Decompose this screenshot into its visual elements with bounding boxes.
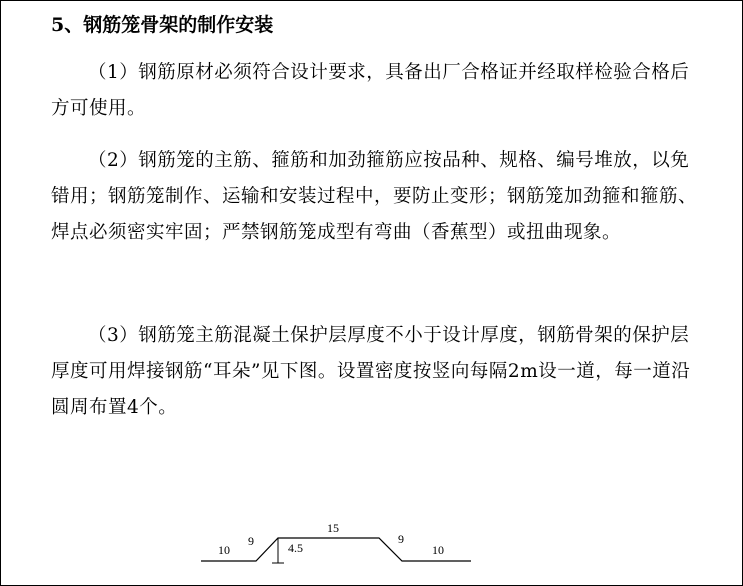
paragraph-2: （2）钢筋笼的主筋、箍筋和加劲箍筋应按品种、规格、编号堆放，以免错用；钢筋笼制作、运输和安装过程中，要防止变形；钢筋笼加劲箍和箍筋、焊点必须密实牢固；严禁钢筋笼成型有弯曲（香蕉型）或扭曲现象。 <box>51 150 698 243</box>
label-right-flat: 10 <box>432 543 444 557</box>
label-top: 15 <box>327 521 339 535</box>
ear-rebar-diagram <box>196 516 486 576</box>
paragraph-1: （1）钢筋原材必须符合设计要求，具备出厂合格证并经取样检验合格后方可使用。 <box>51 62 690 119</box>
paragraph-3: （3）钢筋笼主筋混凝土保护层厚度不小于设计厚度，钢筋骨架的保护层厚度可用焊接钢筋“耳朵”见下图。设置密度按竖向每隔2m设一道，每一道沿圆周布置4个。 <box>51 325 691 418</box>
rebar-ear-outline <box>201 538 471 561</box>
label-left-flat: 10 <box>218 543 230 557</box>
label-left-slope: 9 <box>248 534 254 548</box>
label-height: 4.5 <box>288 541 303 555</box>
label-right-slope: 9 <box>398 532 404 546</box>
section-heading: 5、钢筋笼骨架的制作安装 <box>51 14 274 36</box>
